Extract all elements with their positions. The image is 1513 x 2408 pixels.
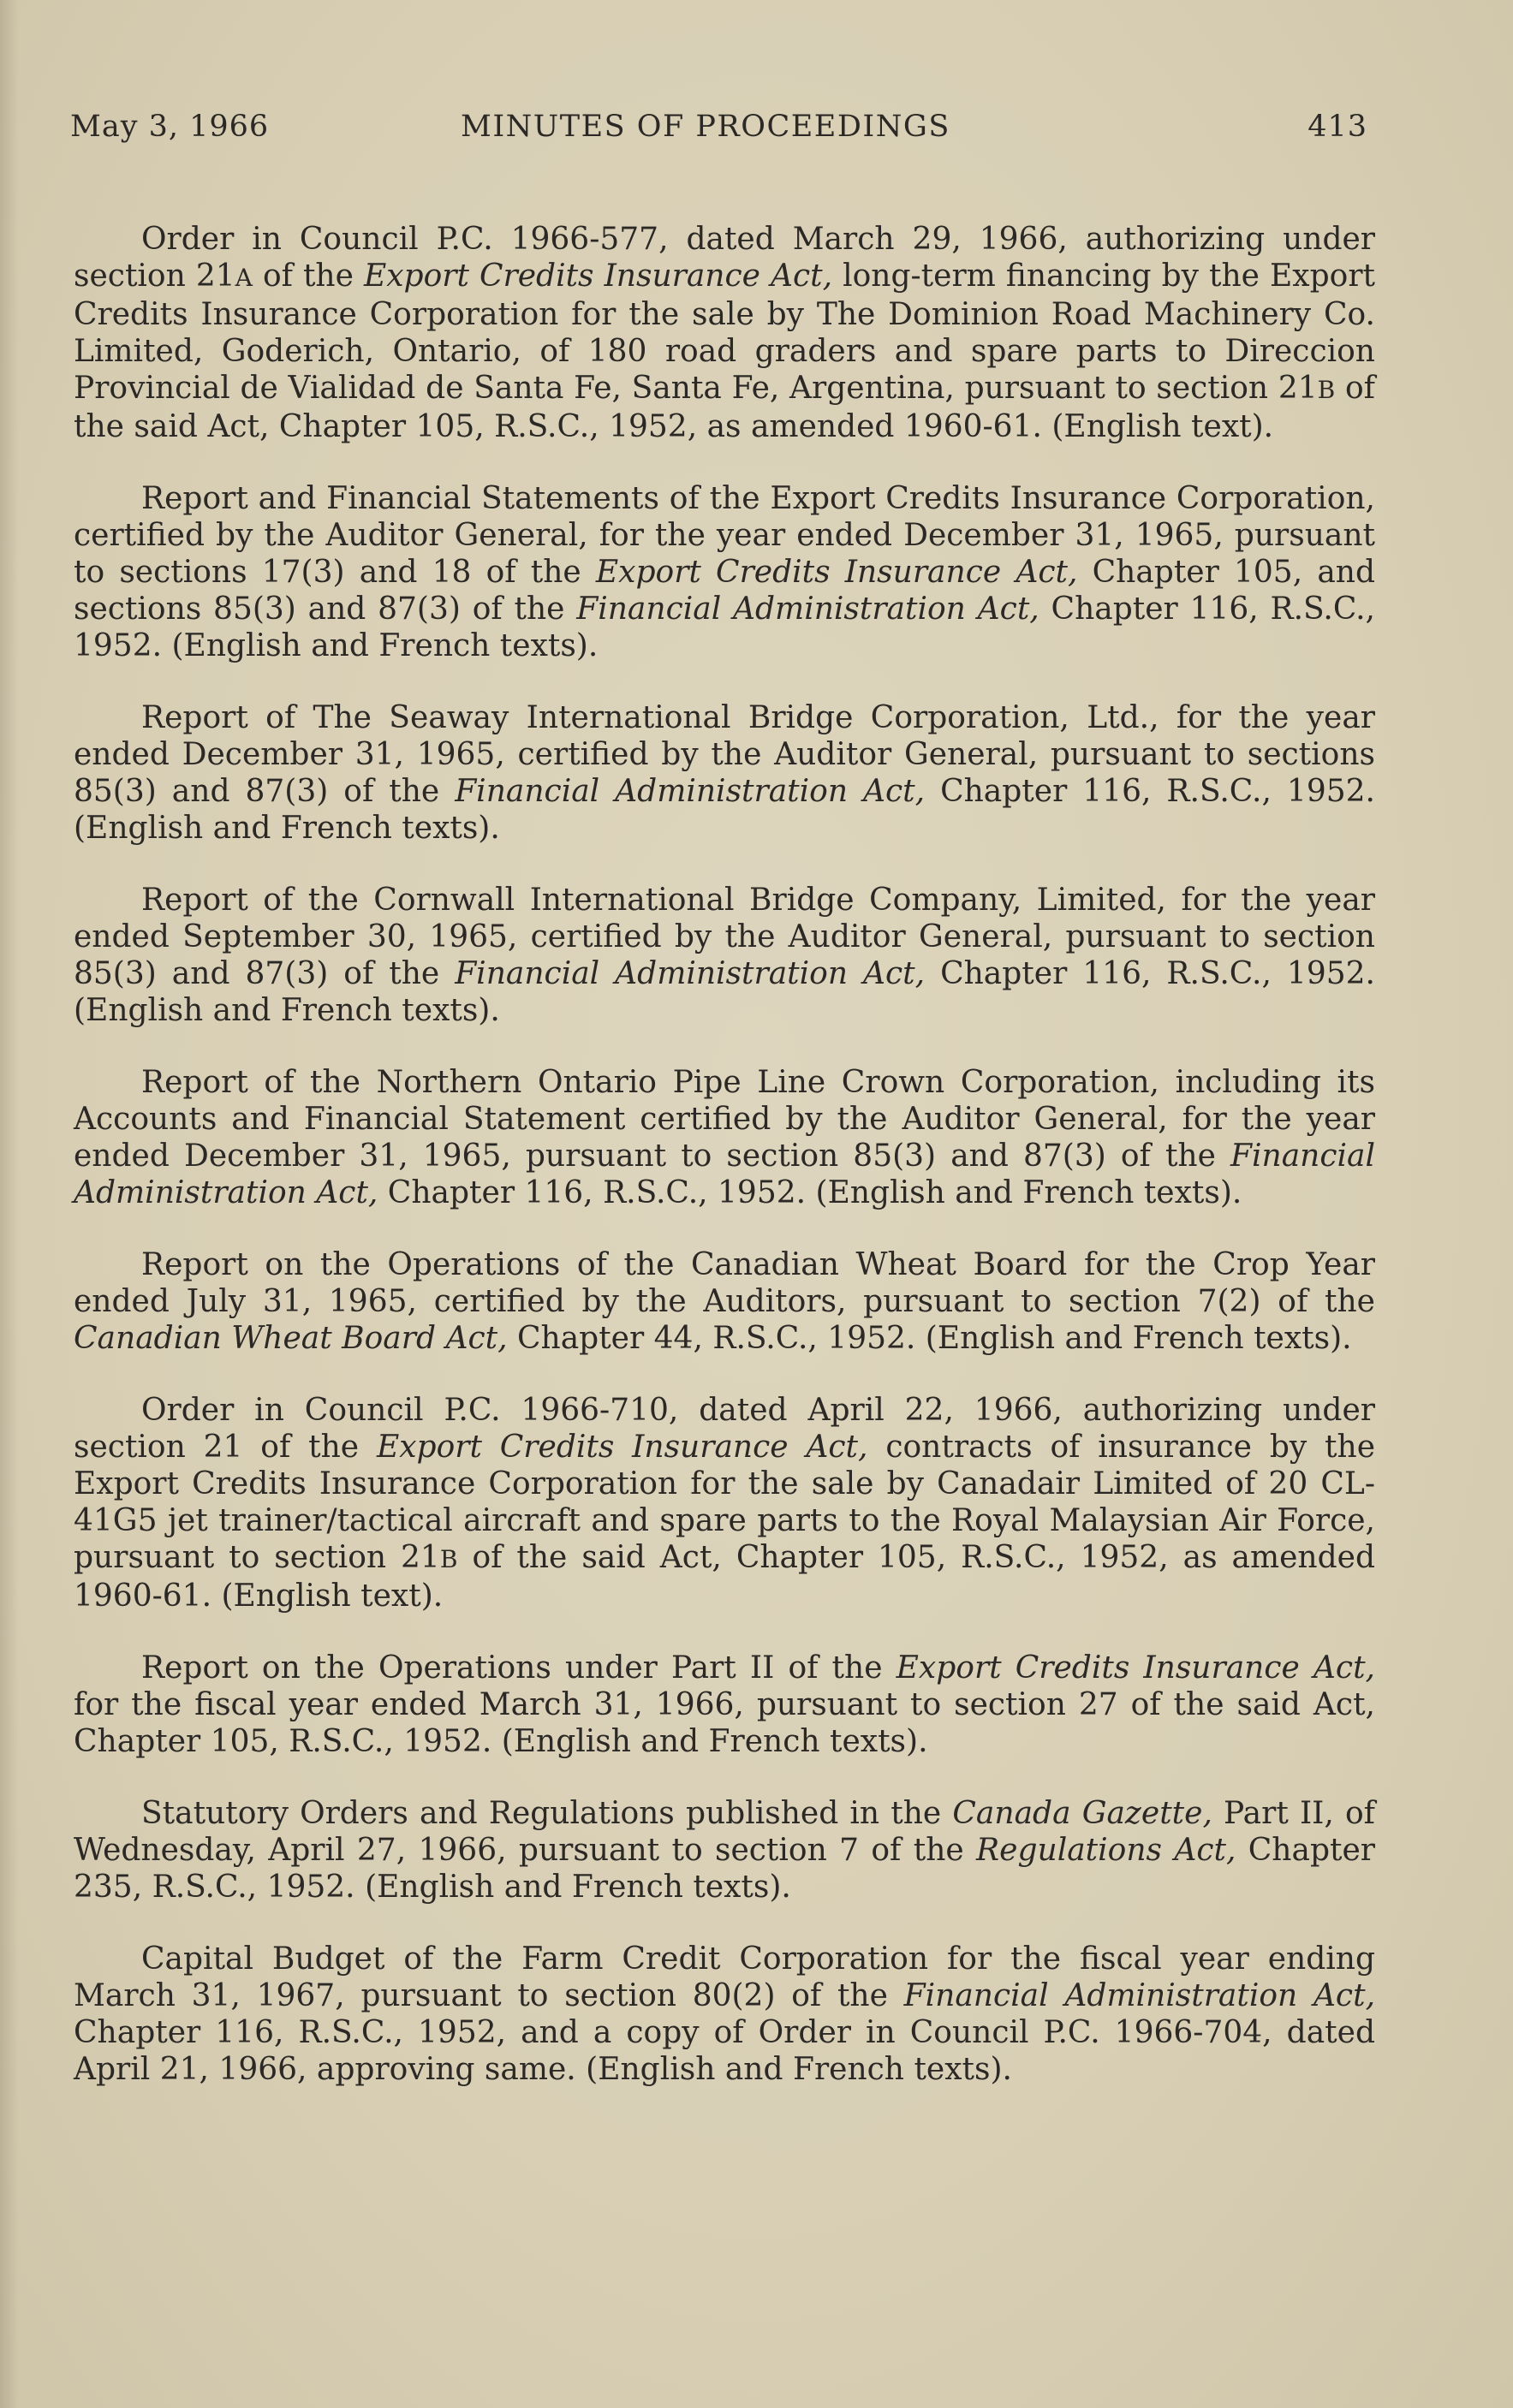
- header-date: May 3, 1966: [70, 110, 270, 144]
- running-header: [70, 110, 1367, 152]
- page-number: 413: [1307, 110, 1367, 144]
- paragraph-northern-ontario-pipeline-report: Report of the Northern Ontario Pipe Line Crown Corporation, including its Accounts and Financial Statement certified by the Auditor General, for the year ended December 31, 1965, pursuant to section 85(3) and 87(3) of the Financial Administration Act, Chapter 116, R.S.C., 1952. (English and French texts).: [74, 1065, 1375, 1210]
- paragraph-seaway-bridge-report: Report of The Seaway International Bridge Corporation, Ltd., for the year ended December 31, 1965, certified by the Auditor General, pursuant to sections 85(3) and 87(3) of the Financial Administration Act, Chapter 116, R.S.C., 1952. (English and French texts).: [74, 700, 1375, 846]
- paragraph-part-ii-operations-report: Report on the Operations under Part II of the Export Credits Insurance Act, for the fiscal year ended March 31, 1966, pursuant to section 27 of the said Act, Chapter 105, R.S.C., 1952. (English and French texts).: [74, 1650, 1376, 1759]
- paragraph-export-credits-report: Report and Financial Statements of the Export Credits Insurance Corporation, certified by the Auditor General, for the year ended December 31, 1965, pursuant to sections 17(3) and 18 of the Export Credits Insurance Act, Chapter 105, and sections 85(3) and 87(3) of the Financial Administration Act, Chapter 116, R.S.C., 1952. (English and French texts).: [74, 481, 1376, 663]
- paragraph-order-pc-1966-710: Order in Council P.C. 1966-710, dated April 22, 1966, authorizing under section 21 of the Export Credits Insurance Act, contracts of insurance by the Export Credits Insurance Corporation for the sale by Canadair Limited of 20 CL-41G5 jet trainer/tactical aircraft and spare parts to the Royal Malaysian Air Force, pursuant to section 21B of the said Act, Chapter 105, R.S.C., 1952, as amended 1960-61. (English text).: [74, 1393, 1375, 1614]
- paragraph-statutory-orders: Statutory Orders and Regulations published in the Canada Gazette, Part II, of Wednesday, April 27, 1966, pursuant to section 7 of the Regulations Act, Chapter 235, R.S.C., 1952. (English and French texts).: [74, 1796, 1375, 1905]
- paragraph-wheat-board-report: Report on the Operations of the Canadian Wheat Board for the Crop Year ended July 31, 1965, certified by the Auditors, pursuant to section 7(2) of the Canadian Wheat Board Act, Chapter 44, R.S.C., 1952. (English and French texts).: [74, 1247, 1375, 1356]
- header-title: MINUTES OF PROCEEDINGS: [461, 110, 950, 144]
- paragraph-order-pc-1966-577: Order in Council P.C. 1966-577, dated March 29, 1966, authorizing under section 21A of the Export Credits Insurance Act, long-term financing by the Export Credits Insurance Corporation for the sale by The Dominion Road Machinery Co. Limited, Goderich, Ontario, of 180 road graders and spare parts to Direccion Provincial de Vialidad de Santa Fe, Santa Fe, Argentina, pursuant to section 21B of the said Act, Chapter 105, R.S.C., 1952, as amended 1960-61. (English text).: [74, 222, 1375, 444]
- body-text: [74, 221, 1375, 2123]
- paragraph-cornwall-bridge-report: Report of the Cornwall International Bridge Company, Limited, for the year ended September 30, 1965, certified by the Auditor General, pursuant to section 85(3) and 87(3) of the Financial Administration Act, Chapter 116, R.S.C., 1952. (English and French texts).: [74, 883, 1375, 1028]
- paragraph-farm-credit-budget: Capital Budget of the Farm Credit Corporation for the fiscal year ending March 31, 1967, pursuant to section 80(2) of the Financial Administration Act, Chapter 116, R.S.C., 1952, and a copy of Order in Council P.C. 1966-704, dated April 21, 1966, approving same. (English and French texts).: [74, 1941, 1376, 2087]
